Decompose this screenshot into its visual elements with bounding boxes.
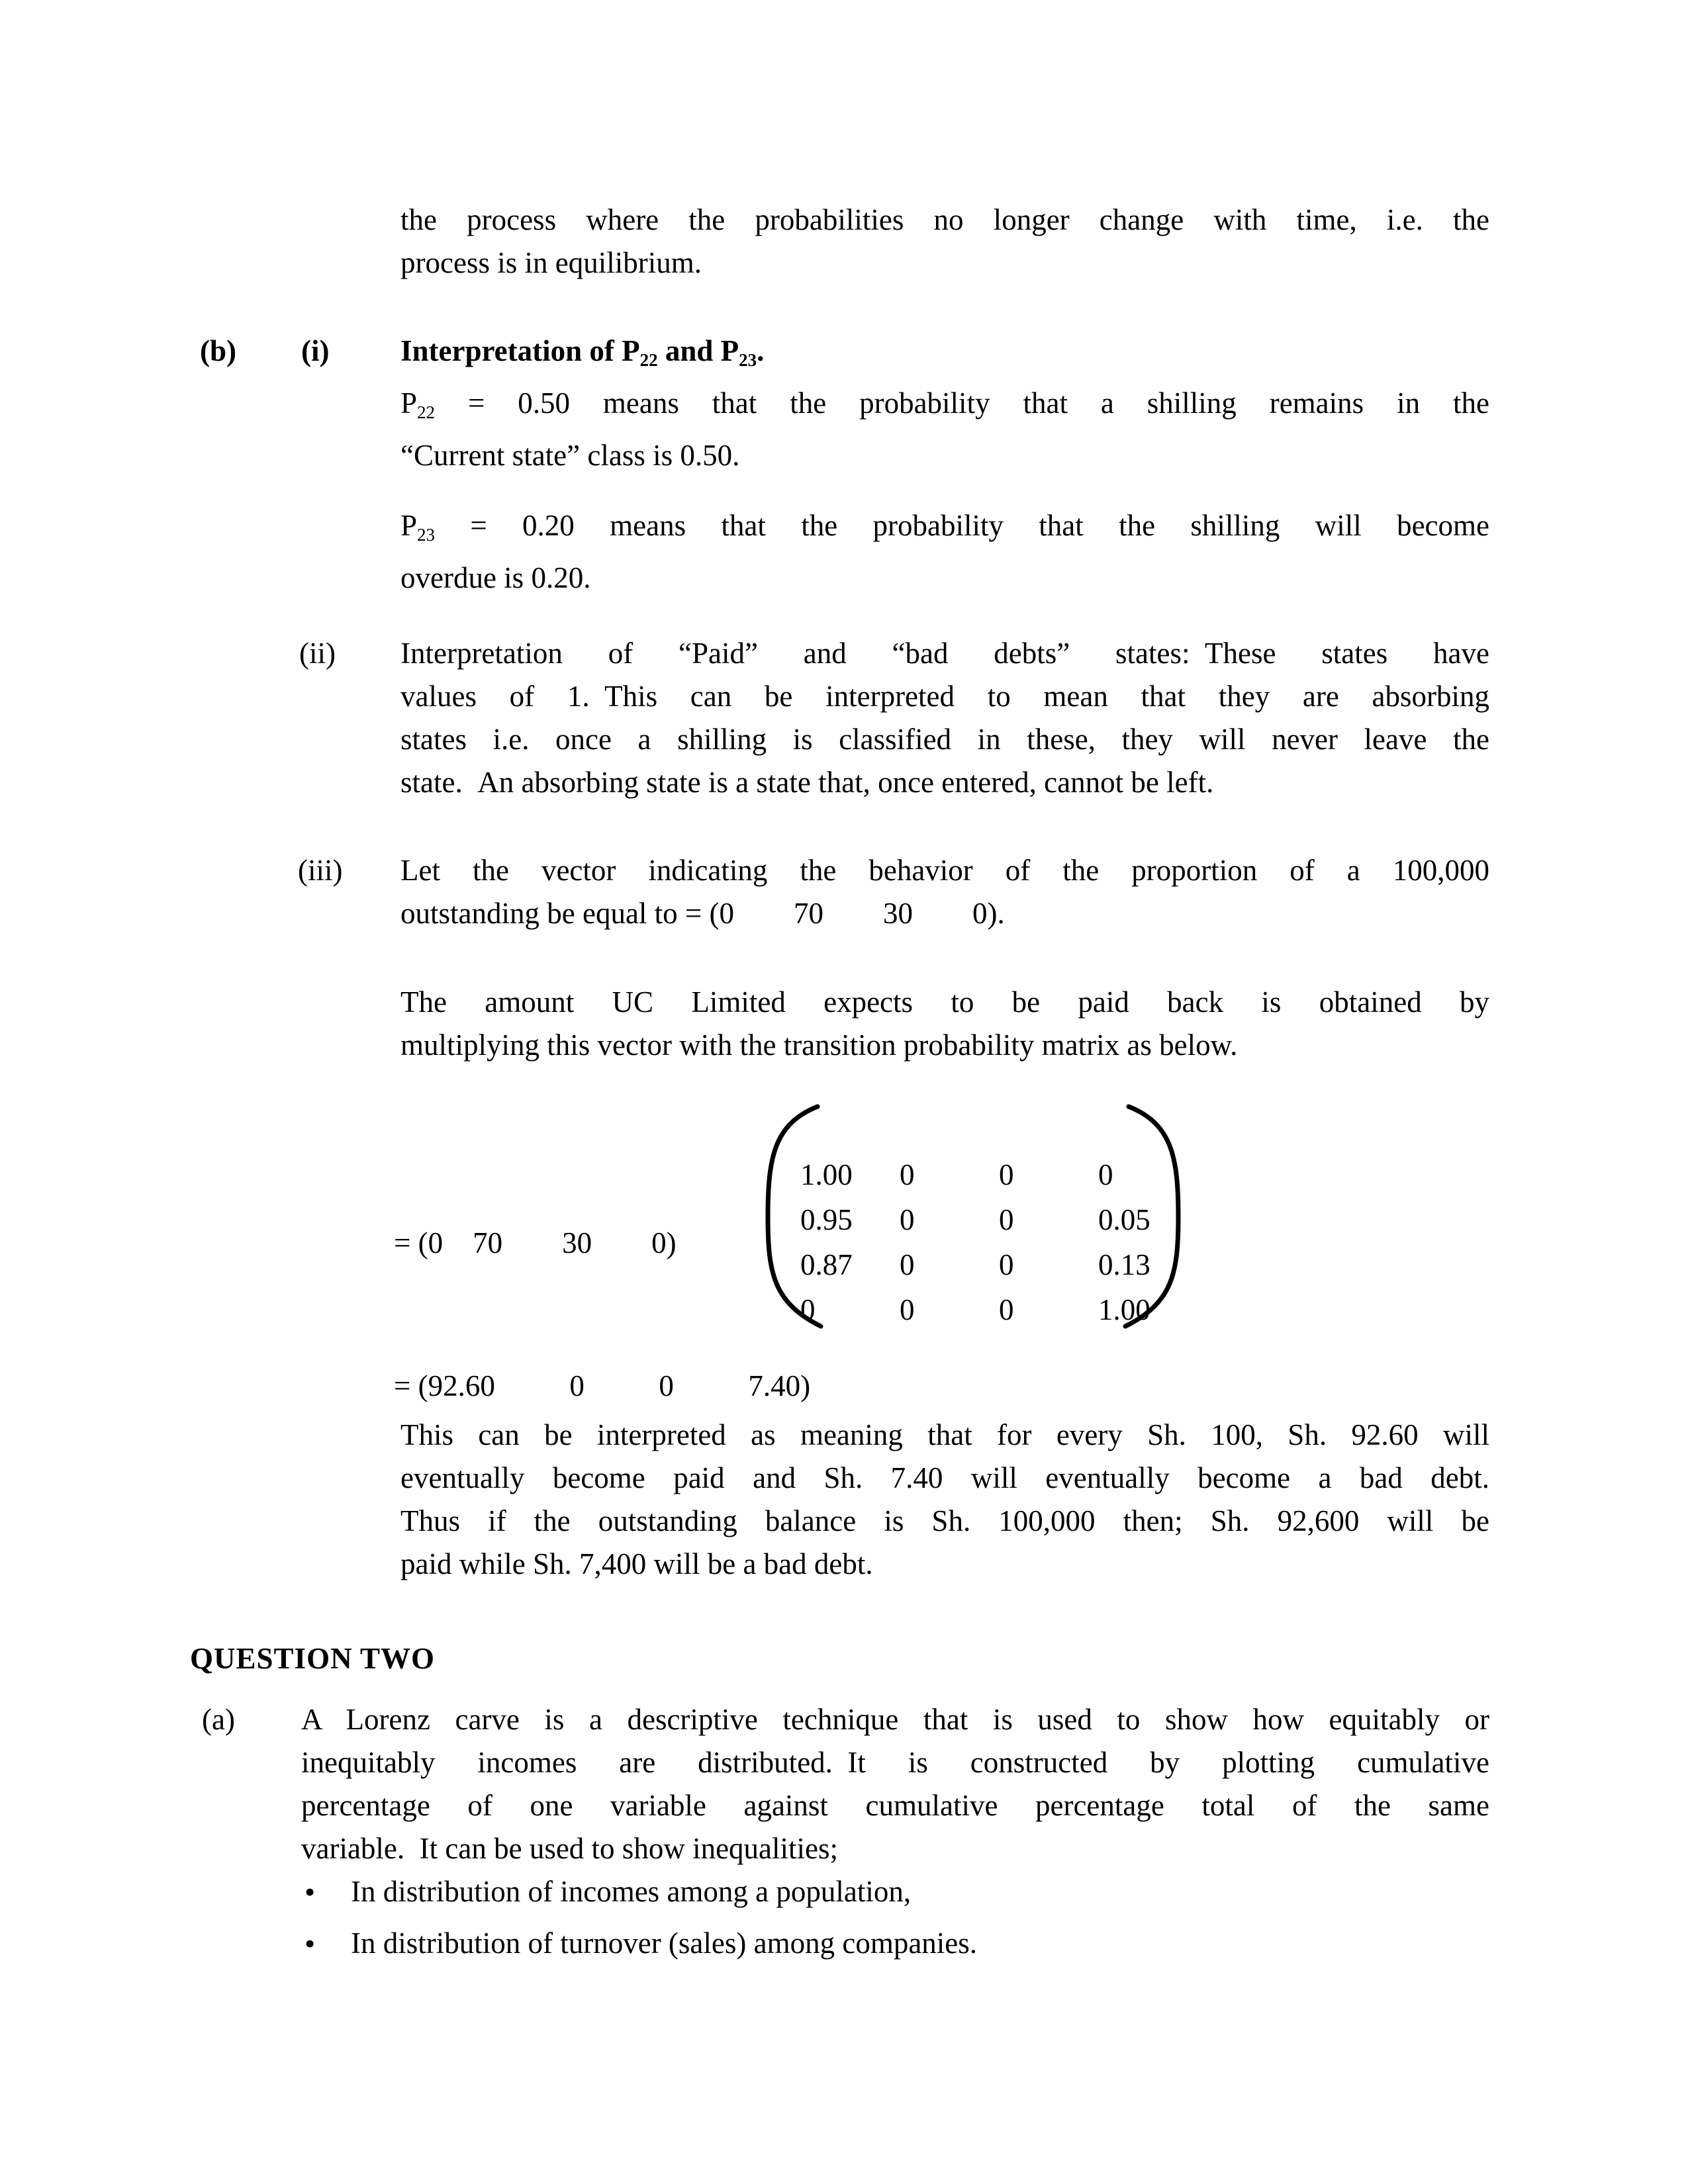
item-ii-paragraph bbox=[400, 632, 1489, 804]
amount-paragraph bbox=[400, 981, 1489, 1067]
label-i: (i) bbox=[301, 334, 330, 367]
vector-equation: = (0 70 30 0) bbox=[394, 1226, 677, 1259]
bullet-icon: • bbox=[305, 1927, 316, 1960]
text-line bbox=[400, 504, 1489, 557]
text-line: paid while Sh. 7,400 will be a bad debt. bbox=[400, 1547, 873, 1580]
matrix-cell: 0.95 bbox=[800, 1203, 853, 1236]
text-line: states i.e. once a shilling is classified in these, they will never leave the bbox=[400, 723, 1489, 756]
label-iii: (iii) bbox=[298, 854, 343, 887]
intro-paragraph bbox=[400, 199, 1489, 285]
matrix-cell: 1.00 bbox=[800, 1158, 853, 1191]
text-line: percentage of one variable against cumulative percentage total of the same bbox=[301, 1789, 1489, 1822]
p23-paragraph bbox=[400, 504, 1489, 600]
text-line: eventually become paid and Sh. 7.40 will eventually become a bad debt. bbox=[400, 1461, 1489, 1494]
result-equation: = (92.60 0 0 7.40) bbox=[394, 1369, 811, 1402]
item-a-paragraph bbox=[301, 1698, 1489, 1870]
interpretation-paragraph bbox=[400, 1414, 1489, 1586]
text-line: inequitably incomes are distributed. It is constructed by plotting cumulative bbox=[301, 1746, 1489, 1779]
label-ii: (ii) bbox=[299, 637, 336, 670]
text-line: The amount UC Limited expects to be paid back is obtained by bbox=[400, 985, 1489, 1019]
matrix-cell: 0 bbox=[999, 1248, 1014, 1281]
subscript-23: 23 bbox=[739, 350, 757, 371]
heading-text: and P bbox=[657, 334, 739, 367]
item-iii-paragraph bbox=[400, 849, 1489, 935]
subscript-22: 22 bbox=[417, 402, 436, 423]
text-line: multiplying this vector with the transition probability matrix as below. bbox=[400, 1028, 1238, 1062]
text-line: A Lorenz carve is a descriptive technique that is used to show how equitably or bbox=[301, 1703, 1489, 1736]
bullet-item bbox=[305, 1922, 977, 1965]
text-line: the process where the probabilities no longer change with time, i.e. the bbox=[400, 203, 1489, 236]
text-line: variable. It can be used to show inequalities; bbox=[301, 1832, 839, 1865]
text-line: Interpretation of “Paid” and “bad debts” states: These states have bbox=[400, 637, 1489, 670]
text-line: This can be interpreted as meaning that for every Sh. 100, Sh. 92.60 will bbox=[400, 1418, 1489, 1451]
bullet-text: In distribution of turnover (sales) among companies. bbox=[351, 1927, 978, 1960]
text-line: values of 1. This can be interpreted to mean that they are absorbing bbox=[400, 680, 1489, 713]
text-line: process is in equilibrium. bbox=[400, 246, 702, 279]
text-line: overdue is 0.20. bbox=[400, 561, 591, 595]
matrix-cell: 0 bbox=[999, 1158, 1014, 1191]
text-line: Let the vector indicating the behavior of the proportion of a 100,000 bbox=[400, 854, 1489, 887]
matrix-cell: 0 bbox=[999, 1203, 1014, 1236]
bullet-icon: • bbox=[305, 1875, 316, 1909]
matrix-cell: 0.87 bbox=[800, 1248, 853, 1281]
matrix-grid bbox=[800, 1152, 1217, 1332]
text-span: = 0.20 means that the probability that the shilling will become bbox=[435, 509, 1489, 542]
p-symbol: P bbox=[400, 509, 418, 542]
text-line: Thus if the outstanding balance is Sh. 100,000 then; Sh. 92,600 will be bbox=[400, 1504, 1489, 1537]
question-two-heading: QUESTION TWO bbox=[190, 1642, 436, 1675]
item-i-block bbox=[400, 330, 1489, 477]
matrix-cell: 0 bbox=[900, 1203, 915, 1236]
text-span: = 0.50 means that the probability that a shilling remains in the bbox=[435, 387, 1489, 420]
matrix-cell: 0 bbox=[900, 1248, 915, 1281]
matrix-cell: 0.05 bbox=[1098, 1203, 1150, 1236]
matrix-cell: 0 bbox=[900, 1158, 915, 1191]
subscript-23: 23 bbox=[417, 525, 436, 545]
heading-text: Interpretation of P bbox=[400, 334, 640, 367]
matrix-cell: 0 bbox=[999, 1293, 1014, 1326]
text-line bbox=[400, 382, 1489, 434]
transition-matrix bbox=[755, 1104, 1192, 1329]
matrix-cell: 0 bbox=[1098, 1158, 1113, 1191]
matrix-cell: 1.00 bbox=[1098, 1293, 1150, 1326]
text-line: “Current state” class is 0.50. bbox=[400, 439, 740, 473]
bullet-text: In distribution of incomes among a population, bbox=[351, 1875, 912, 1908]
bullet-item bbox=[305, 1870, 911, 1913]
heading-p22-p23 bbox=[400, 330, 1489, 382]
matrix-cell: 0 bbox=[800, 1293, 816, 1326]
text-line: outstanding be equal to = (0 70 30 0). bbox=[400, 897, 1005, 930]
p-symbol: P bbox=[400, 387, 418, 420]
subscript-22: 22 bbox=[639, 350, 658, 371]
text-line: state. An absorbing state is a state that, once entered, cannot be left. bbox=[400, 766, 1214, 799]
label-a: (a) bbox=[202, 1703, 235, 1736]
matrix-cell: 0 bbox=[900, 1293, 915, 1326]
matrix-cell: 0.13 bbox=[1098, 1248, 1150, 1281]
heading-text: . bbox=[757, 334, 765, 367]
label-b: (b) bbox=[200, 334, 236, 367]
